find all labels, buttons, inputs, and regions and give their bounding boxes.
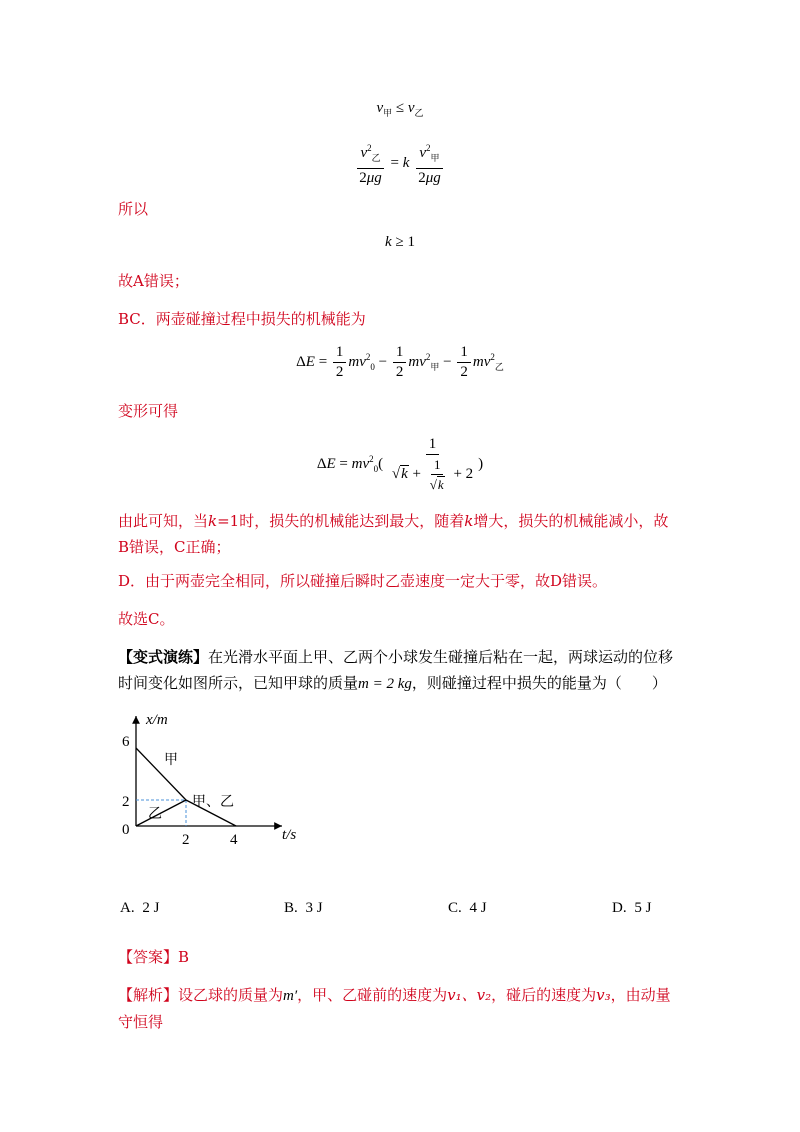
option-letter: B. [284, 900, 298, 916]
option-value: 5 J [634, 900, 652, 916]
formula-k-bound: k ≥ 1 [385, 234, 415, 250]
analysis-part1: 设乙球的质量为 [178, 986, 284, 1004]
option-value: 2 J [142, 900, 160, 916]
option-d[interactable] [612, 900, 651, 917]
answer-value: B [178, 948, 190, 966]
label-jiayi: 甲、乙 [192, 795, 234, 810]
text-bianxing: 变形可得 [118, 402, 179, 420]
analysis-label: 【解析】 [118, 986, 179, 1004]
option-b[interactable] [284, 900, 323, 917]
analysis-velocity-symbols: v₁、v₂ [447, 986, 492, 1004]
option-value: 3 J [305, 900, 323, 916]
analysis-line [118, 982, 678, 1035]
option-letter: D. [612, 900, 627, 916]
question-mass: m = 2 kg [358, 676, 412, 692]
y-tick-0: 0 [122, 822, 130, 838]
text-youci-k: k [208, 512, 218, 530]
analysis-mass-symbol: m′ [283, 988, 298, 1004]
text-bc: BC．两壶碰撞过程中损失的机械能为 [118, 310, 366, 328]
formula-energy-loss: ΔE = $\frac{1}{2}$ $mv^2_0$ − $\frac{1}{2}$ $mv^2_甲$ − $\frac{1}{2}$ $mv^2_乙$ [296, 344, 504, 380]
analysis-part2: ，甲、乙碰前的速度为 [297, 986, 448, 1004]
formula-distance-ratio: $\frac{v^2_乙}{2\mu g}$ = k $\frac{v^2_甲}{2\mu g}$ [0, 140, 800, 187]
series-line-jia [136, 748, 186, 800]
option-letter: C. [448, 900, 462, 916]
text-youci [118, 508, 678, 560]
text-youci-k: k [464, 512, 474, 530]
text-suoyi: 所以 [118, 200, 149, 218]
text-gu-a: 故A错误； [118, 272, 189, 290]
question-stem [118, 644, 678, 697]
answer-label: 【答案】 [118, 948, 179, 966]
text-guxuan: 故选C。 [118, 610, 175, 628]
displacement-time-graph [112, 706, 312, 856]
analysis-velocity-v3: v₃ [596, 986, 611, 1004]
question-body: 在光滑水平面上甲、乙两个小球发生碰撞后粘在一起，两球运动的位移时间变化如图所示，已知甲球的质量 [118, 648, 674, 692]
analysis-part4: ，由动量守恒得 [118, 986, 671, 1031]
option-value: 4 J [469, 900, 487, 916]
x-tick-4: 4 [230, 832, 238, 848]
question-tail: ，则碰撞过程中损失的能量为（ ） [411, 674, 667, 692]
label-yi: 乙 [148, 807, 162, 822]
option-c[interactable] [448, 900, 487, 917]
x-tick-2: 2 [182, 832, 190, 848]
y-axis-label: x/m [146, 712, 168, 728]
text-youci-part1: 由此可知，当 [118, 512, 209, 530]
answer-line [118, 944, 678, 970]
option-a[interactable] [120, 900, 159, 917]
question-label: 【变式演练】 [118, 648, 209, 666]
y-tick-2: 2 [122, 794, 130, 810]
formula-velocity-inequality: $v_甲 \le v_乙$ [376, 100, 424, 118]
text-youci-part3: 增大，损失的机械能减小，故B错误，C正确； [118, 512, 669, 556]
y-tick-6: 6 [122, 734, 130, 750]
option-letter: A. [120, 900, 135, 916]
text-d: D．由于两壶完全相同，所以碰撞后瞬时乙壶速度一定大于零，故D错误。 [118, 572, 608, 590]
label-jia: 甲 [164, 753, 178, 768]
analysis-part3: ，碰后的速度为 [491, 986, 597, 1004]
formula-energy-loss-k: $\Delta E = mv^2_0$( 1 √k + $\frac{1}{√k}$ + 2 ) [316, 436, 484, 492]
x-axis-label: t/s [282, 827, 297, 843]
text-youci-part2: =1时，损失的机械能达到最大，随着 [217, 512, 465, 530]
answer-options [0, 900, 800, 928]
